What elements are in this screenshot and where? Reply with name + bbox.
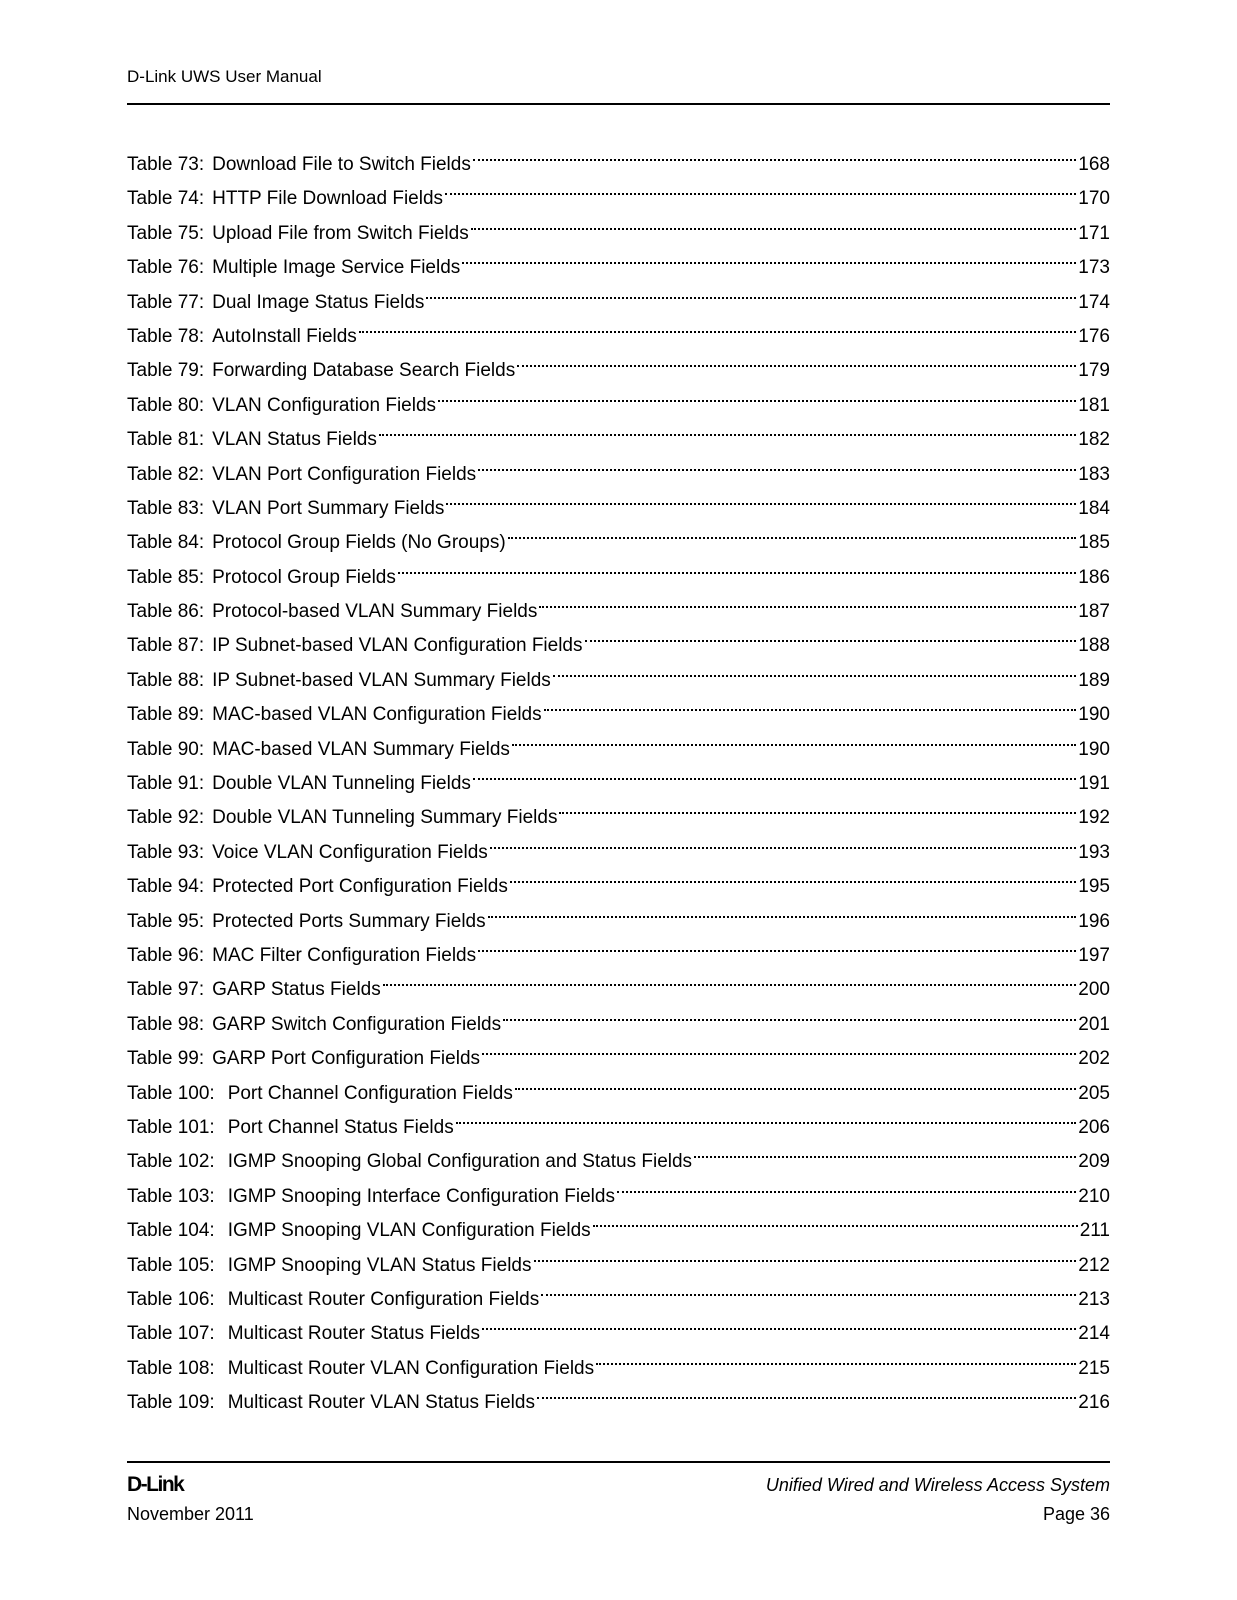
toc-entry-title: Double VLAN Tunneling Fields [212, 773, 471, 795]
toc-entry-number: Table 100: [127, 1082, 215, 1104]
toc-entry-number: Table 75: [127, 222, 205, 244]
toc-entry-number: Table 108: [127, 1357, 215, 1379]
toc-dot-leader [512, 721, 1076, 755]
toc-dot-leader [446, 480, 1076, 514]
toc-dot-leader [541, 1271, 1076, 1305]
toc-entry-page: 183 [1078, 463, 1110, 485]
toc-entry-number: Table 74: [127, 188, 205, 210]
toc-entry-title: VLAN Status Fields [212, 429, 377, 451]
toc-dot-leader [553, 652, 1077, 686]
toc-entry-number: Table 104: [127, 1220, 215, 1242]
toc-dot-leader [379, 411, 1076, 445]
toc-entry-title: Protocol-based VLAN Summary Fields [212, 601, 538, 623]
toc-dot-leader [490, 824, 1077, 858]
toc-entry-page: 176 [1078, 325, 1110, 347]
toc-entry-page: 191 [1078, 773, 1110, 795]
toc-entry-title: Protected Port Configuration Fields [212, 876, 508, 898]
toc-dot-leader [438, 377, 1076, 411]
toc-entry-page: 193 [1078, 841, 1110, 863]
toc-entry-number: Table 97: [127, 979, 205, 1001]
toc-entry-number: Table 85: [127, 566, 205, 588]
toc-entry-page: 215 [1078, 1357, 1110, 1379]
footer-date: November 2011 [127, 1504, 254, 1524]
toc-entry-page: 185 [1078, 532, 1110, 554]
dlink-logo: D-Link [127, 1473, 184, 1496]
toc-entry-number: Table 78: [127, 325, 205, 347]
toc-entry-title: Double VLAN Tunneling Summary Fields [212, 807, 558, 829]
toc-entry-page: 189 [1078, 669, 1110, 691]
toc-entry-number: Table 87: [127, 635, 205, 657]
toc-entry-title: Download File to Switch Fields [212, 154, 471, 175]
toc-entry-number: Table 99: [127, 1048, 205, 1070]
toc-entry-page: 182 [1078, 429, 1110, 451]
toc-dot-leader [478, 446, 1076, 480]
toc-entry-page: 214 [1078, 1323, 1110, 1345]
toc-entry-number: Table 102: [127, 1151, 215, 1173]
toc-dot-leader [383, 961, 1077, 995]
toc-entry-page: 181 [1078, 394, 1110, 416]
toc-entry-number: Table 86: [127, 601, 205, 623]
toc-dot-leader [596, 1340, 1076, 1374]
toc-entry-title: GARP Status Fields [212, 979, 381, 1001]
toc-entry-page: 202 [1078, 1048, 1110, 1070]
toc-entry-title: Multicast Router VLAN Status Fields [227, 1392, 535, 1414]
toc-dot-leader [539, 583, 1076, 617]
toc-entry-page: 216 [1078, 1392, 1110, 1414]
toc-entry-page: 197 [1078, 944, 1110, 966]
toc-dot-leader [456, 1099, 1077, 1133]
toc-dot-leader [426, 274, 1076, 308]
toc-entry-title: Multicast Router VLAN Configuration Fields [227, 1357, 595, 1379]
toc-entry-page: 186 [1078, 566, 1110, 588]
toc-entry-number: Table 73: [127, 154, 205, 175]
toc-entry-title: Port Channel Configuration Fields [227, 1082, 513, 1104]
toc-entry-title: Voice VLAN Configuration Fields [212, 841, 488, 863]
toc-entry-page: 190 [1078, 738, 1110, 760]
toc-dot-leader [593, 1202, 1078, 1236]
toc-dot-leader [445, 170, 1076, 204]
toc-dot-leader [537, 1374, 1076, 1408]
toc-entry-title: Upload File from Switch Fields [212, 222, 469, 244]
toc-dot-leader [471, 205, 1077, 239]
toc-entry-page: 195 [1078, 876, 1110, 898]
toc-entry-page: 190 [1078, 704, 1110, 726]
toc-entry-title: AutoInstall Fields [212, 325, 357, 347]
toc-entry-number: Table 95: [127, 910, 205, 932]
toc-dot-leader [617, 1168, 1076, 1202]
toc-entry-title: IP Subnet-based VLAN Configuration Fields [212, 635, 583, 657]
toc-entry-number: Table 90: [127, 738, 205, 760]
toc-entry-title: MAC Filter Configuration Fields [212, 944, 477, 966]
toc-entry-page: 196 [1078, 910, 1110, 932]
toc-entry-title: IGMP Snooping Global Configuration and Status Fields [227, 1151, 693, 1173]
toc-entry-page: 192 [1078, 807, 1110, 829]
list-of-tables [127, 136, 1110, 1414]
toc-entry[interactable] [127, 136, 1110, 175]
toc-entry-number: Table 89: [127, 704, 205, 726]
toc-entry-title: VLAN Port Summary Fields [212, 497, 445, 519]
toc-entry-title: IGMP Snooping VLAN Status Fields [227, 1254, 532, 1276]
toc-entry-number: Table 80: [127, 394, 205, 416]
toc-entry-number: Table 93: [127, 841, 205, 863]
toc-entry-title: GARP Port Configuration Fields [212, 1048, 481, 1070]
toc-entry-number: Table 105: [127, 1254, 215, 1276]
toc-entry-number: Table 91: [127, 773, 205, 795]
toc-entry-number: Table 79: [127, 360, 205, 382]
toc-dot-leader [515, 1065, 1076, 1099]
toc-entry-title: MAC-based VLAN Summary Fields [212, 738, 510, 760]
toc-dot-leader [508, 514, 1077, 548]
toc-entry-title: IGMP Snooping VLAN Configuration Fields [227, 1220, 591, 1242]
toc-dot-leader [482, 1305, 1076, 1339]
toc-entry-number: Table 92: [127, 807, 205, 829]
toc-entry-page: 205 [1078, 1082, 1110, 1104]
toc-entry-title: MAC-based VLAN Configuration Fields [212, 704, 542, 726]
toc-entry-page: 200 [1078, 979, 1110, 1001]
toc-entry-number: Table 103: [127, 1185, 215, 1207]
header-divider [127, 103, 1110, 105]
toc-entry-title: IP Subnet-based VLAN Summary Fields [212, 669, 551, 691]
running-header: D-Link UWS User Manual [127, 67, 322, 86]
toc-dot-leader [544, 686, 1077, 720]
footer-divider [127, 1461, 1110, 1463]
toc-entry-number: Table 84: [127, 532, 205, 554]
toc-entry-page: 209 [1078, 1151, 1110, 1173]
toc-dot-leader [510, 858, 1076, 892]
toc-entry-number: Table 94: [127, 876, 205, 898]
toc-entry-page: 211 [1079, 1220, 1110, 1242]
toc-entry-title: VLAN Port Configuration Fields [212, 463, 477, 485]
toc-entry-number: Table 76: [127, 257, 205, 279]
toc-entry-title: GARP Switch Configuration Fields [212, 1013, 502, 1035]
toc-entry-number: Table 101: [127, 1116, 215, 1138]
toc-entry-title: Multicast Router Status Fields [227, 1323, 481, 1345]
toc-dot-leader [534, 1237, 1077, 1271]
toc-entry-page: 184 [1078, 497, 1110, 519]
toc-entry-number: Table 83: [127, 497, 205, 519]
toc-entry-title: Multicast Router Configuration Fields [227, 1288, 540, 1310]
toc-entry-title: Protected Ports Summary Fields [212, 910, 486, 932]
toc-entry-page: 187 [1078, 601, 1110, 623]
toc-entry-page: 188 [1078, 635, 1110, 657]
toc-dot-leader [473, 136, 1076, 170]
toc-entry-page: 171 [1078, 222, 1110, 244]
toc-entry-title: Protocol Group Fields [212, 566, 396, 588]
toc-entry-number: Table 88: [127, 669, 205, 691]
toc-entry-title: Port Channel Status Fields [227, 1116, 454, 1138]
toc-entry-page: 168 [1078, 154, 1110, 175]
toc-dot-leader [585, 617, 1077, 651]
toc-entry-number: Table 98: [127, 1013, 205, 1035]
toc-entry-title: IGMP Snooping Interface Configuration Fields [227, 1185, 615, 1207]
toc-dot-leader [482, 1030, 1076, 1064]
toc-entry-page: 210 [1078, 1185, 1110, 1207]
toc-entry-page: 213 [1078, 1288, 1110, 1310]
toc-dot-leader [478, 927, 1076, 961]
toc-entry-page: 212 [1078, 1254, 1110, 1276]
toc-dot-leader [694, 1133, 1076, 1167]
toc-entry-page: 201 [1078, 1013, 1110, 1035]
toc-dot-leader [473, 755, 1076, 789]
toc-entry-number: Table 96: [127, 944, 205, 966]
toc-entry-number: Table 77: [127, 291, 205, 313]
toc-entry-title: HTTP File Download Fields [212, 188, 444, 210]
toc-entry-number: Table 82: [127, 463, 205, 485]
toc-dot-leader [488, 893, 1077, 927]
toc-entry-title: Forwarding Database Search Fields [212, 360, 516, 382]
toc-dot-leader [398, 549, 1076, 583]
toc-dot-leader [359, 308, 1076, 342]
toc-entry-title: Protocol Group Fields (No Groups) [212, 532, 506, 554]
toc-dot-leader [517, 342, 1076, 376]
toc-entry-page: 179 [1078, 360, 1110, 382]
toc-entry-number: Table 106: [127, 1288, 215, 1310]
toc-dot-leader [462, 239, 1076, 273]
toc-entry-page: 206 [1078, 1116, 1110, 1138]
footer-product-name: Unified Wired and Wireless Access System [765, 1475, 1110, 1495]
toc-dot-leader [503, 996, 1076, 1030]
toc-entry-number: Table 107: [127, 1323, 215, 1345]
toc-entry-title: Multiple Image Service Fields [212, 257, 461, 279]
toc-entry-number: Table 109: [127, 1392, 215, 1414]
page-number: Page 36 [1042, 1504, 1110, 1524]
toc-entry-page: 170 [1078, 188, 1110, 210]
toc-entry-title: Dual Image Status Fields [212, 291, 425, 313]
toc-entry-title: VLAN Configuration Fields [212, 394, 437, 416]
toc-entry-page: 173 [1078, 257, 1110, 279]
toc-entry-page: 174 [1078, 291, 1110, 313]
toc-entry-number: Table 81: [127, 429, 205, 451]
toc-dot-leader [559, 789, 1076, 823]
